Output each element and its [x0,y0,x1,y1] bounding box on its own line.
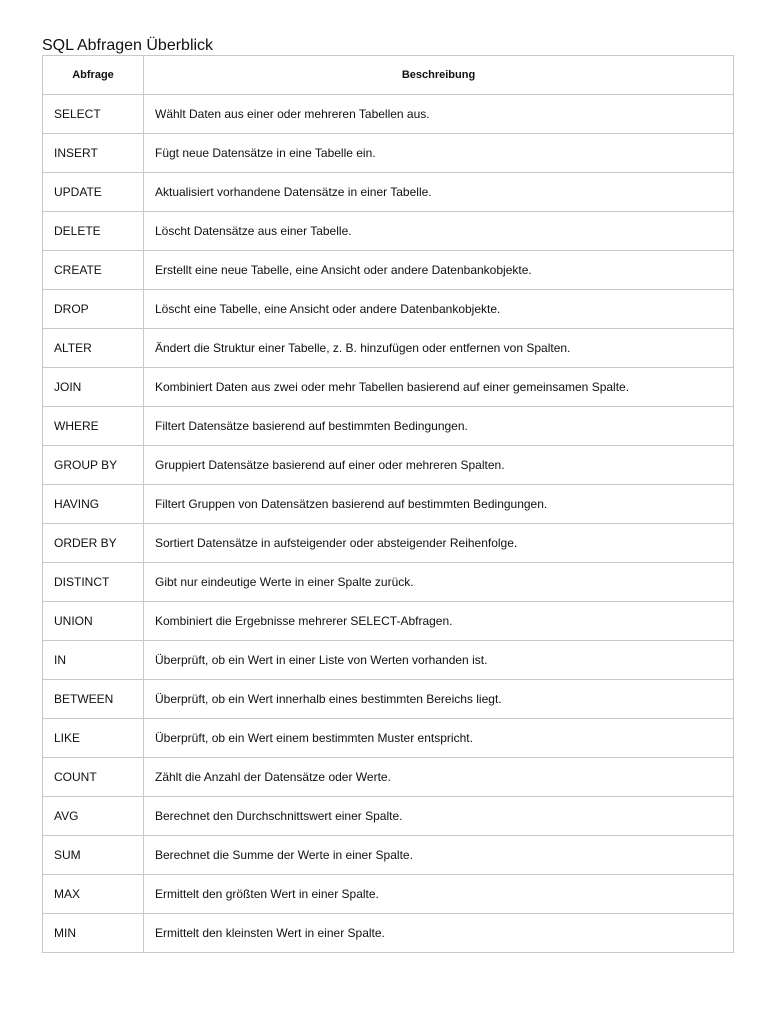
query-cell: DISTINCT [43,563,144,602]
query-cell: HAVING [43,485,144,524]
query-cell: MIN [43,914,144,953]
description-cell: Aktualisiert vorhandene Datensätze in einer Tabelle. [144,173,734,212]
description-cell: Gibt nur eindeutige Werte in einer Spalte zurück. [144,563,734,602]
query-cell: UPDATE [43,173,144,212]
table-row [43,290,734,329]
query-cell: AVG [43,797,144,836]
page-title: SQL Abfragen Überblick [42,37,214,54]
table-row [43,446,734,485]
description-cell: Überprüft, ob ein Wert in einer Liste von Werten vorhanden ist. [144,641,734,680]
table-row [43,797,734,836]
table-row [43,485,734,524]
table-row [43,758,734,797]
query-cell: CREATE [43,251,144,290]
table-row [43,134,734,173]
query-cell: BETWEEN [43,680,144,719]
description-cell: Löscht Datensätze aus einer Tabelle. [144,212,734,251]
description-cell: Ändert die Struktur einer Tabelle, z. B. hinzufügen oder entfernen von Spalten. [144,329,734,368]
table-row [43,251,734,290]
query-cell: LIKE [43,719,144,758]
description-cell: Filtert Datensätze basierend auf bestimmten Bedingungen. [144,407,734,446]
query-cell: DROP [43,290,144,329]
description-cell: Löscht eine Tabelle, eine Ansicht oder andere Datenbankobjekte. [144,290,734,329]
query-cell: INSERT [43,134,144,173]
description-cell: Wählt Daten aus einer oder mehreren Tabellen aus. [144,95,734,134]
table-row [43,407,734,446]
description-cell: Kombiniert die Ergebnisse mehrerer SELECT-Abfragen. [144,602,734,641]
table-header-row [43,56,734,95]
query-cell: IN [43,641,144,680]
column-header-description: Beschreibung [144,56,734,95]
description-cell: Gruppiert Datensätze basierend auf einer oder mehreren Spalten. [144,446,734,485]
table-row [43,875,734,914]
table-row [43,368,734,407]
query-cell: ORDER BY [43,524,144,563]
query-cell: ALTER [43,329,144,368]
column-header-query: Abfrage [43,56,144,95]
query-cell: UNION [43,602,144,641]
description-cell: Sortiert Datensätze in aufsteigender oder absteigender Reihenfolge. [144,524,734,563]
description-cell: Ermittelt den kleinsten Wert in einer Spalte. [144,914,734,953]
table-row [43,836,734,875]
query-cell: MAX [43,875,144,914]
query-cell: GROUP BY [43,446,144,485]
query-cell: SUM [43,836,144,875]
description-cell: Ermittelt den größten Wert in einer Spalte. [144,875,734,914]
table-row [43,524,734,563]
sql-query-table [42,55,734,953]
query-cell: COUNT [43,758,144,797]
description-cell: Zählt die Anzahl der Datensätze oder Werte. [144,758,734,797]
table-row [43,719,734,758]
table-row [43,212,734,251]
description-cell: Fügt neue Datensätze in eine Tabelle ein. [144,134,734,173]
table-row [43,914,734,953]
description-cell: Erstellt eine neue Tabelle, eine Ansicht oder andere Datenbankobjekte. [144,251,734,290]
query-cell: SELECT [43,95,144,134]
description-cell: Überprüft, ob ein Wert innerhalb eines bestimmten Bereichs liegt. [144,680,734,719]
description-cell: Kombiniert Daten aus zwei oder mehr Tabellen basierend auf einer gemeinsamen Spalte. [144,368,734,407]
query-cell: WHERE [43,407,144,446]
table-body [43,95,734,953]
query-cell: JOIN [43,368,144,407]
table-row [43,641,734,680]
description-cell: Überprüft, ob ein Wert einem bestimmten Muster entspricht. [144,719,734,758]
description-cell: Filtert Gruppen von Datensätzen basierend auf bestimmten Bedingungen. [144,485,734,524]
table-row [43,173,734,212]
table-row [43,680,734,719]
query-cell: DELETE [43,212,144,251]
description-cell: Berechnet den Durchschnittswert einer Spalte. [144,797,734,836]
table-row [43,602,734,641]
description-cell: Berechnet die Summe der Werte in einer Spalte. [144,836,734,875]
table-row [43,95,734,134]
table-row [43,563,734,602]
table-row [43,329,734,368]
